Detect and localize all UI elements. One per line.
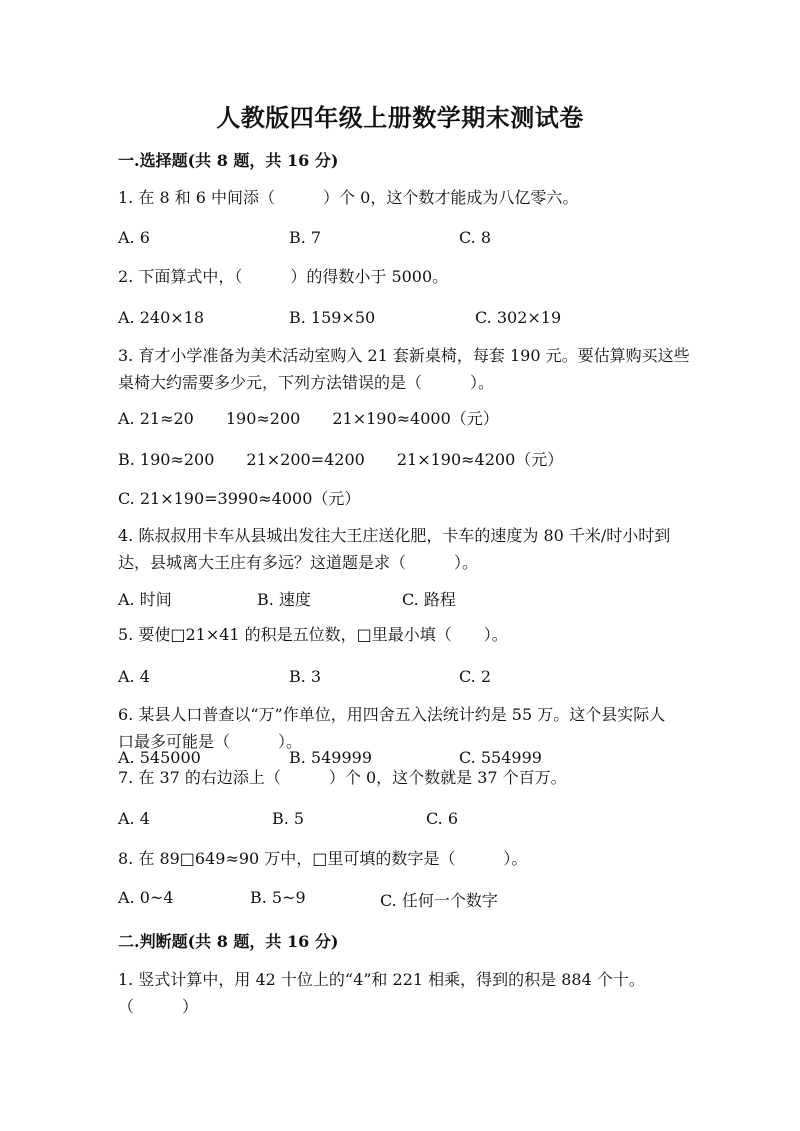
question-5-stem (118, 621, 508, 648)
question-stem-line: 桌椅大约需要多少元，下列方法错误的是（ ）。 (118, 373, 495, 392)
question-stem-line: 4. 陈叔叔用卡车从县城出发往大王庄送化肥，卡车的速度为 80 千米/时小时到 (118, 526, 671, 545)
question-7-option-a: A. 4 (118, 809, 150, 828)
question-1-option-c: C. 8 (459, 228, 492, 247)
question-2-option-b: B. 159×50 (289, 308, 376, 327)
question-stem-line: 1. 在 8 和 6 中间添（ ）个 0，这个数才能成为八亿零六。 (118, 188, 579, 207)
question-8-stem (118, 845, 527, 872)
question-3-option-a: A. 21≈20 190≈200 21×190≈4000（元） (118, 409, 499, 428)
question-stem-line: （ ） (118, 997, 199, 1016)
question-stem-line: 1. 竖式计算中，用 42 十位上的“4”和 221 相乘，得到的积是 884 个十。 (118, 970, 645, 989)
question-6-option-a: A. 545000 (118, 748, 201, 767)
question-3-option-c: C. 21×190=3990≈4000（元） (118, 489, 361, 508)
question-stem-line: 8. 在 89□649≈90 万中，□里可填的数字是（ ）。 (118, 849, 528, 868)
section-header-judgement: 二.判断题(共 8 题，共 16 分) (118, 932, 339, 951)
question-4-option-b: B. 速度 (257, 590, 311, 609)
question-7-option-c: C. 6 (426, 809, 459, 828)
question-6-stem (118, 701, 665, 755)
question-4-option-a: A. 时间 (118, 590, 172, 609)
question-1-option-a: A. 6 (118, 228, 150, 247)
question-7-option-b: B. 5 (272, 809, 305, 828)
judgement-question-1-stem (118, 966, 645, 1020)
question-4-option-c: C. 路程 (402, 590, 456, 609)
question-2-stem (118, 263, 448, 290)
question-6-option-c: C. 554999 (459, 748, 542, 767)
question-stem-line: 7. 在 37 的右边添上（ ）个 0，这个数就是 37 个百万。 (118, 768, 567, 787)
question-stem-line: 5. 要使□21×41 的积是五位数，□里最小填（ ）。 (118, 625, 508, 644)
question-5-option-b: B. 3 (289, 667, 322, 686)
question-stem-line: 6. 某县人口普查以“万”作单位，用四舍五入法统计约是 55 万。这个县实际人 (118, 705, 666, 724)
page-title: 人教版四年级上册数学期末测试卷 (216, 103, 584, 132)
question-3-option-b: B. 190≈200 21×200=4200 21×190≈4200（元） (118, 450, 564, 469)
question-2-option-c: C. 302×19 (475, 308, 562, 327)
question-4-stem (118, 522, 670, 576)
question-1-stem (118, 184, 578, 211)
section-header-choice: 一.选择题(共 8 题，共 16 分) (118, 151, 339, 170)
question-8-option-b: B. 5~9 (250, 888, 306, 907)
question-stem-line: 达，县城离大王庄有多远？这道题是求（ ）。 (118, 553, 479, 572)
question-stem-line: 3. 育才小学准备为美术活动室购入 21 套新桌椅，每套 190 元。要估算购买这些 (118, 346, 690, 365)
question-stem-line: 口最多可能是（ ）。 (118, 732, 303, 751)
question-1-option-b: B. 7 (289, 228, 322, 247)
question-8-option-a: A. 0~4 (118, 888, 174, 907)
question-8-option-c: C. 任何一个数字 (380, 891, 498, 910)
question-6-option-b: B. 549999 (289, 748, 373, 767)
question-stem-line: 2. 下面算式中，（ ）的得数小于 5000。 (118, 267, 449, 286)
question-2-option-a: A. 240×18 (118, 308, 205, 327)
question-5-option-a: A. 4 (118, 667, 150, 686)
question-5-option-c: C. 2 (459, 667, 492, 686)
question-7-stem (118, 764, 567, 791)
question-3-stem (118, 342, 690, 396)
